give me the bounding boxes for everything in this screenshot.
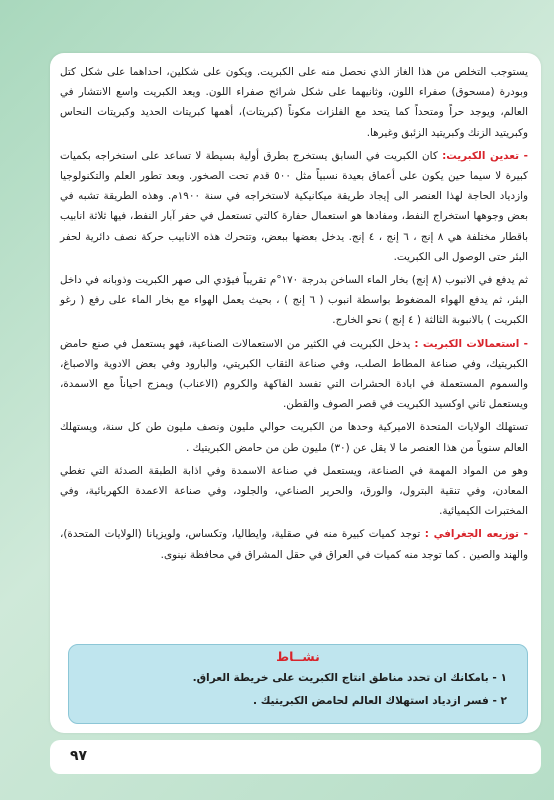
page-number: ٩٧ bbox=[70, 748, 88, 764]
distribution-text: توجد كميات كبيرة منه في صقلية، وايطاليا، وتكساس، ولويزيانا (الولايات المتحدة)، والهند والصين . كما توجد منه كميات في العراق في حقل المشراق في محافظة نينوى. bbox=[60, 528, 528, 561]
activity-title: نشــاط bbox=[276, 649, 320, 664]
mining-text: كان الكبريت في السابق يستخرج بطرق أولية بسيطة لا تساعد على استخراجه بكميات كبيرة لا سيما حين يكون على أعماق بعيدة نسبياً مثل ٥٠٠ قدم تحت الصخور. وبعد تطور العلم والتكنولوجيا وازدياد الحاجة لهذا العنصر الى إيجاد طريقة ميكانيكية لاستخراجه في سنة ١٩٠٠م. وهذه الطريقة تشبه في بعض وجوهها استخراج النفط، ومفادها هو استعمال حفارة كالتي تستعمل في حفر آبار النفط، فيها ثلاثة انابيب باقطار مختلفة هي ٨ إنج ، ٦ إنج ، ٤ إنج. يدخل بعضها ببعض، وتتحرك هذه الانابيب حركة نصف دائرية لحفر البئر حتى الوصول الى الكبريت. bbox=[60, 149, 529, 263]
text-body bbox=[60, 62, 528, 568]
mining-paragraph-2: ثم يدفع في الانبوب (٨ إنج) بخار الماء الساخن بدرجة ١٧٠°م تقريباً فيؤدي الى صهر الكبريت وذوبانه في داخل البئر، ثم يدفع الهواء المضغوط بواسطة انبوب ( ٦ إنج ) ، بحيث يعمل الهواء مع بخار الماء على رفع ( رغو الكبريت ) بالانبوبة الثالثة ( ٤ إنج ) نحو الخارج. bbox=[60, 274, 528, 327]
intro-paragraph: يستوجب التخلص من هذا الغاز الذي نحصل منه على الكبريت. ويكون على شكلين، احداهما على شكل كتل وبودرة (مسحوق) صفراء اللون، وثانيهما على شكل شرائح صفراء اللون. ويعد الكبريت واسع الانتشار في العالم، ويوجد حراً ومتحداً كما يتحد مع الفلزات مكوناً (كبريتات)، أهمها كبريتات الحديد وكبريتات النحاس وكبريتيد الزنك وكبريتيد الزئبق وغيرها. bbox=[60, 66, 528, 139]
distribution-paragraph bbox=[60, 524, 528, 564]
uses-paragraph bbox=[60, 334, 528, 415]
distribution-heading: - توزيعه الجغرافي : bbox=[424, 528, 528, 541]
footer-bar bbox=[50, 740, 541, 774]
uses-paragraph-3: وهو من المواد المهمة في الصناعة، ويستعمل في صناعة الاسمدة وفي اذابة الطبقة الصدئة التي تغطي المعادن، وفي تنقية البترول، والورق، والحرير الصناعي، والجلود، وفي صناعة الاعمدة الكهربائية، وفي المختبرات الكيميائية. bbox=[60, 464, 528, 518]
uses-heading: - استعمالات الكبريت : bbox=[414, 337, 528, 350]
uses-text: يدخل الكبريت في الكثير من الاستعمالات الصناعية، فهو يستعمل في صنع حامض الكبريتيك، وفي صناعة المطاط الصلب، وفي صناعة الثقاب الكبريتي، والبارود وفي بعض الادوية والاصباغ، والسموم المستعملة في ابادة الحشرات التي تفسد الفاكهة والكروم (الاعناب) ويمزج احياناً مع الاسمدة، ويستعمل ثاني اوكسيد الكبريت في قصر الصوف والقطن. bbox=[60, 337, 528, 411]
activity-box bbox=[68, 644, 528, 724]
mining-heading: - تعدين الكبريت: bbox=[442, 149, 528, 162]
activity-item: ١ - بامكانك ان تحدد مناطق انتاج الكبريت على خريطة العراق. bbox=[192, 672, 507, 684]
uses-paragraph-2: تستهلك الولايات المتحدة الاميركية وحدها من الكبريت حوالي مليون ونصف مليون طن كل سنة، ويستهلك العالم سنوياً من هذا العنصر ما لا يقل عن (٣٠) مليون طن من حامض الكبريتيك . bbox=[60, 421, 528, 454]
mining-paragraph bbox=[60, 146, 528, 267]
activity-item: ٢ - فسر ازدياد استهلاك العالم لحامض الكبريتيك . bbox=[252, 695, 507, 707]
